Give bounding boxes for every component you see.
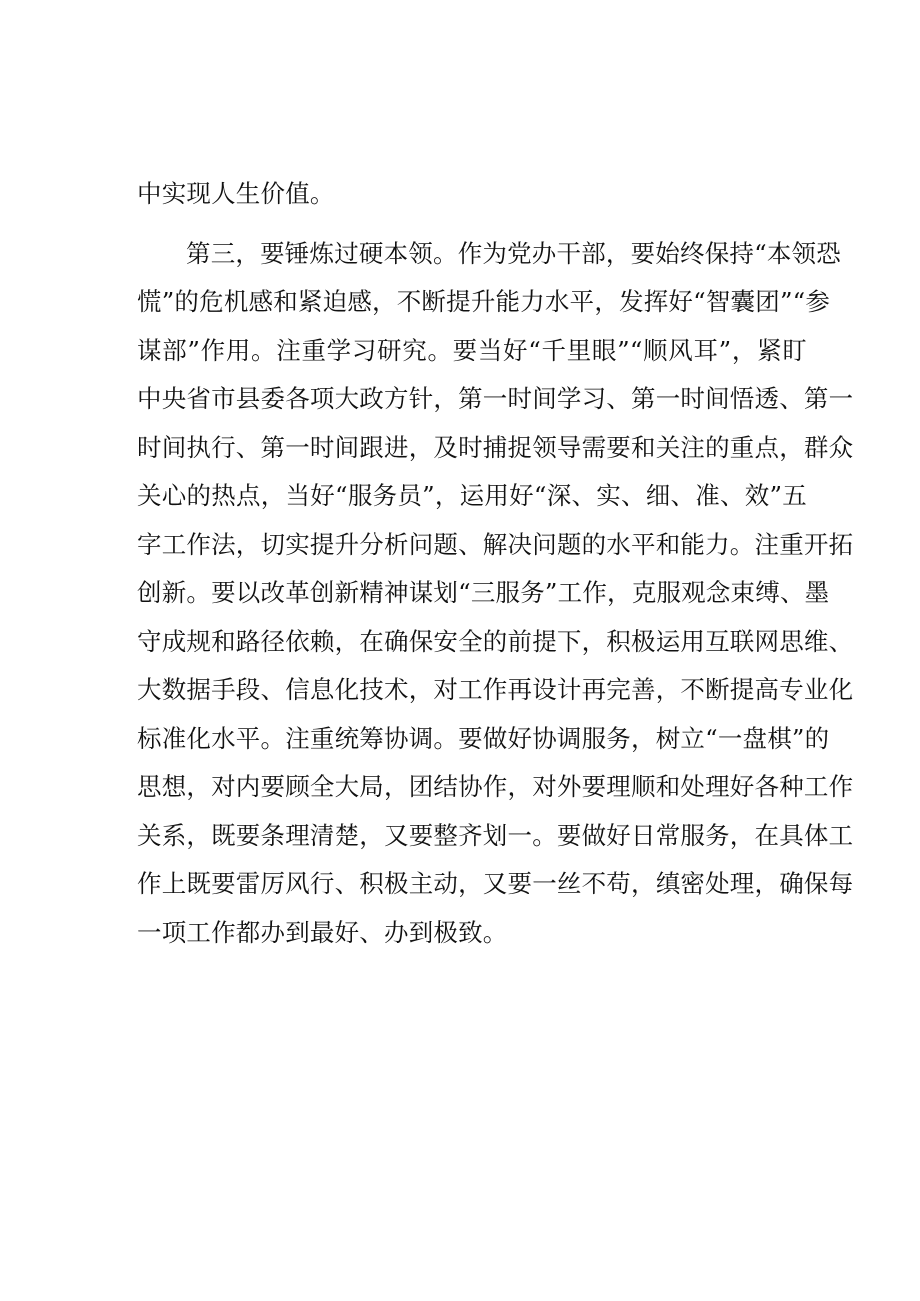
- paragraph-2-line-9: 守成规和路径依赖，在确保安全的前提下，积极运用互联网思维、: [137, 626, 854, 656]
- paragraph-2-line-10: 大数据手段、信息化技术，对工作再设计再完善，不断提高专业化: [137, 675, 854, 704]
- paragraph-2-line-5: 时间执行、第一时间跟进，及时捕捉领导需要和关注的重点，群众: [137, 432, 854, 462]
- paragraph-2-line-12: 思想，对内要顾全大局，团结协作，对外要理顺和处理好各种工作: [137, 772, 854, 801]
- paragraph-2-line-3: 谋部”作用。注重学习研究。要当好“千里眼”“顺风耳”，紧盯: [137, 335, 807, 365]
- paragraph-1-line-1: 中实现人生价值。: [137, 179, 335, 208]
- paragraph-2-line-11: 标准化水平。注重统筹协调。要做好协调服务，树立“一盘棋”的: [137, 723, 830, 753]
- document-body: [137, 170, 854, 957]
- paragraph-2-line-14: 作上既要雷厉风行、积极主动，又要一丝不苟，缜密处理，确保每: [137, 869, 854, 898]
- paragraph-2-line-7: 字工作法，切实提升分析问题、解决问题的水平和能力。注重开拓: [137, 529, 854, 559]
- paragraph-2-line-15: 一项工作都办到最好、办到极致。: [137, 917, 508, 947]
- paragraph-gap: [137, 219, 807, 230]
- paragraph-2-line-4: 中央省市县委各项大政方针，第一时间学习、第一时间悟透、第一: [137, 384, 854, 413]
- paragraph-2-line-8: 创新。要以改革创新精神谋划“三服务”工作，克服观念束缚、墨: [137, 578, 830, 607]
- paragraph-2-line-6: 关心的热点，当好“服务员”，运用好“深、实、细、准、效”五: [137, 481, 807, 510]
- paragraph-2-line-2: 慌”的危机感和紧迫感，不断提升能力水平，发挥好“智囊团”“参: [137, 287, 831, 316]
- paragraph-2-line-13: 关系，既要条理清楚，又要整齐划一。要做好日常服务，在具体工: [137, 820, 854, 850]
- paragraph-2-line-1: 第三，要锤炼过硬本领。作为党办干部，要始终保持“本领恐: [186, 238, 841, 268]
